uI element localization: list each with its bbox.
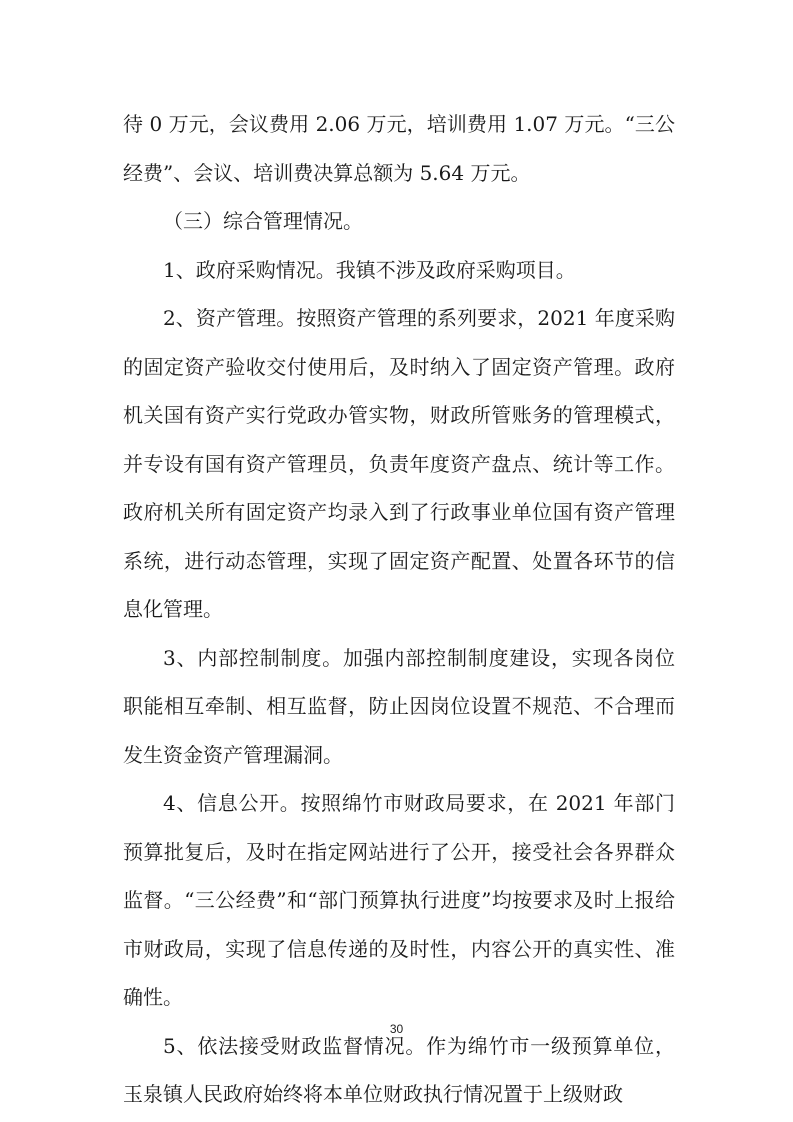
section-heading-comprehensive-management: （三）综合管理情况。 <box>163 209 363 233</box>
paragraph-internal-control: 3、内部控制制度。加强内部控制制度建设，实现各岗位职能相互牵制、相互监督，防止因岗位设置不规范、不合理而发生资金资产管理漏洞。 <box>123 645 675 767</box>
paragraph-information-disclosure: 4、信息公开。按照绵竹市财政局要求，在 2021 年部门预算批复后，及时在指定网站进行了公开，接受社会各界群众监督。“三公经费”和“部门预算执行进度”均按要求及时上报给市财政局，实现了信息传递的及时性，内容公开的真实性、准确性。 <box>123 791 675 1009</box>
document-body <box>123 100 675 1119</box>
paragraph-asset-management: 2、资产管理。按照资产管理的系列要求，2021 年度采购的固定资产验收交付使用后，及时纳入了固定资产管理。政府机关国有资产实行党政办管实物，财政所管账务的管理模式，并专设有国有资产管理员，负责年度资产盘点、统计等工作。政府机关所有固定资产均录入到了行政事业单位国有资产管理系统，进行动态管理，实现了固定资产配置、处置各环节的信息化管理。 <box>123 306 675 621</box>
paragraph-continuation: 待 0 万元，会议费用 2.06 万元，培训费用 1.07 万元。“三公经费”、会议、培训费决算总额为 5.64 万元。 <box>123 112 675 185</box>
paragraph-government-procurement: 1、政府采购情况。我镇不涉及政府采购项目。 <box>163 257 576 282</box>
page-number: 30 <box>389 1022 404 1036</box>
paragraph-financial-supervision: 5、依法接受财政监督情况。作为绵竹市一级预算单位，玉泉镇人民政府始终将本单位财政执行情况置于上级财政 <box>123 1033 675 1106</box>
